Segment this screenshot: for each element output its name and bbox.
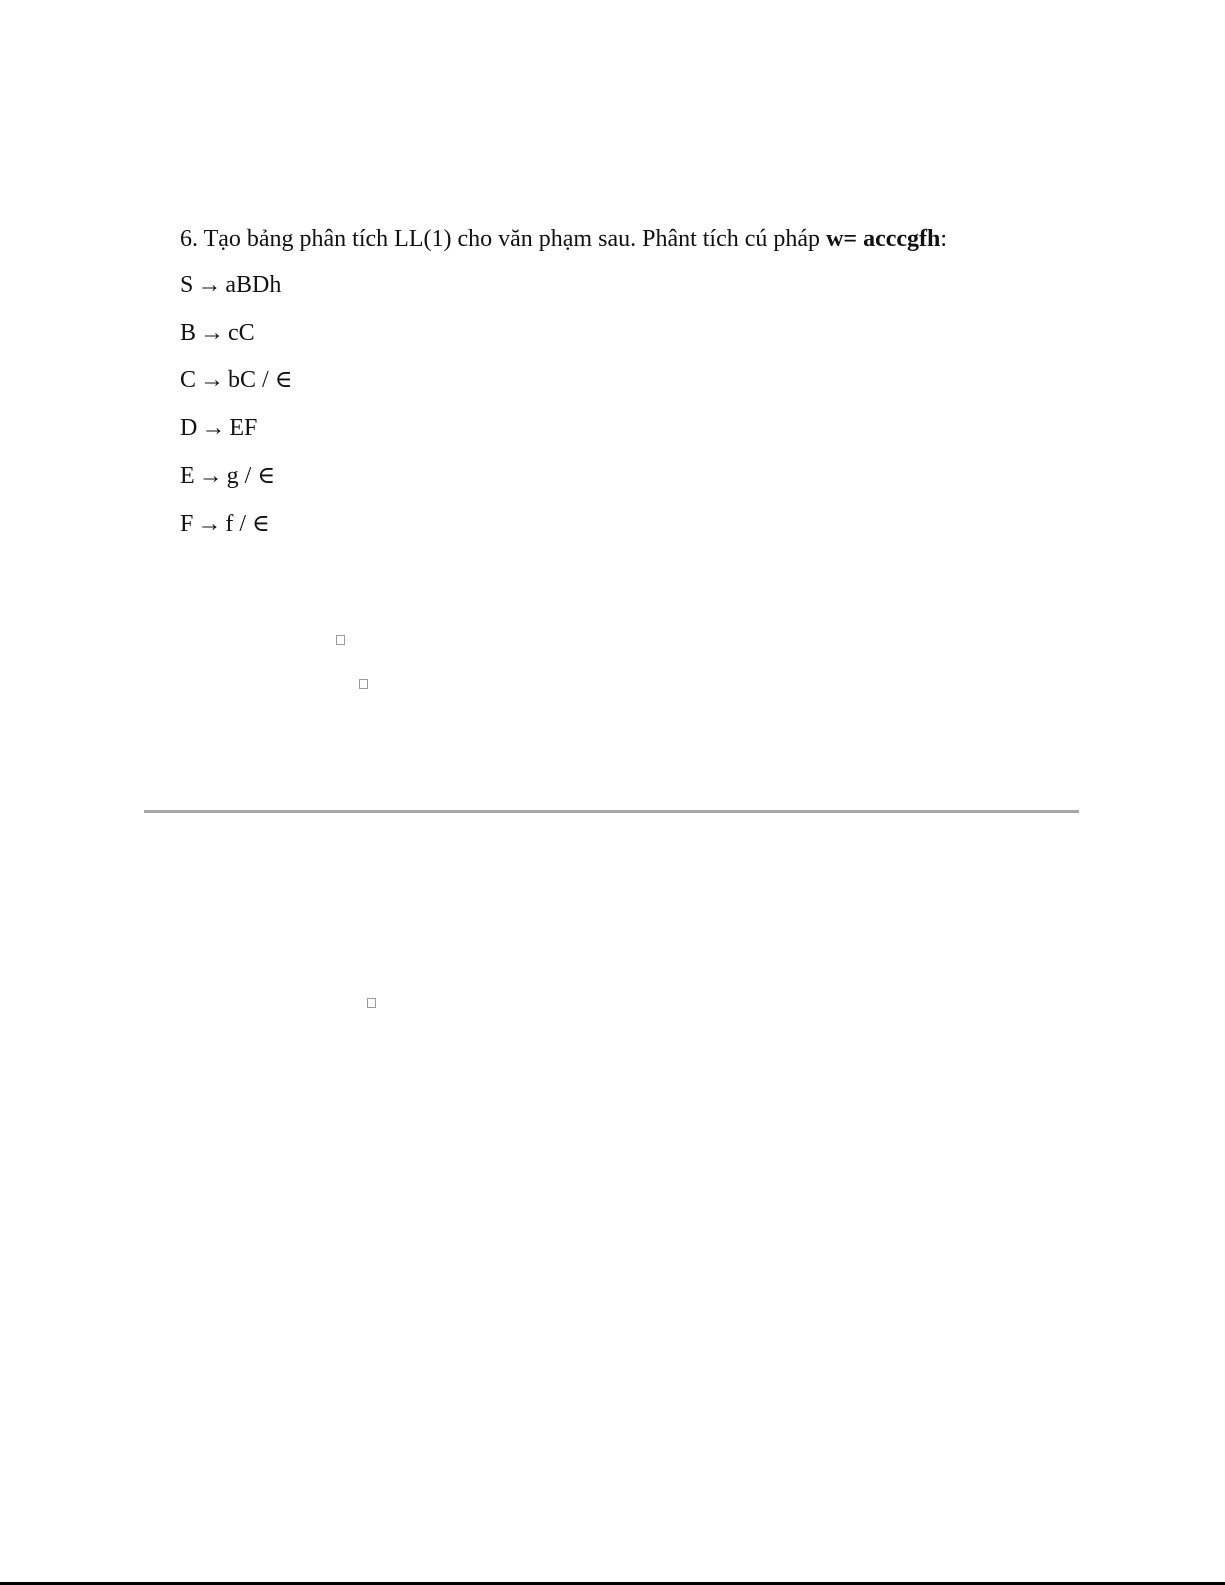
missing-glyph-box-icon xyxy=(336,635,345,645)
rule-lhs: D xyxy=(180,415,198,441)
missing-glyph-box-icon xyxy=(359,679,368,689)
rule-rhs: g / ∈ xyxy=(226,463,276,489)
rule-arrow: → xyxy=(198,463,223,489)
rule-arrow: → xyxy=(200,367,225,393)
rule-rhs: f / ∈ xyxy=(225,511,270,537)
rule-arrow: → xyxy=(201,415,226,441)
rule-arrow: → xyxy=(197,272,222,298)
question-prefix: 6. Tạo bảng phân tích LL(1) cho văn phạm sau. Phânt tích cú pháp xyxy=(180,226,827,252)
grammar-rule xyxy=(180,507,270,541)
rule-lhs: F xyxy=(180,511,194,537)
rule-lhs: S xyxy=(180,272,194,298)
rule-lhs: C xyxy=(180,367,197,393)
grammar-rule xyxy=(180,411,257,445)
rule-arrow: → xyxy=(200,320,225,346)
rule-rhs: EF xyxy=(229,415,258,441)
question-target-word: w= acccgfh xyxy=(826,226,941,252)
grammar-rule xyxy=(180,363,292,397)
rule-lhs: E xyxy=(180,463,195,489)
section-divider xyxy=(144,810,1079,813)
grammar-rule xyxy=(180,316,255,350)
rule-rhs: aBDh xyxy=(225,272,282,298)
grammar-rule xyxy=(180,268,281,302)
rule-rhs: cC xyxy=(228,320,255,346)
grammar-rule xyxy=(180,459,275,493)
rule-rhs: bC / ∈ xyxy=(228,367,293,393)
rule-lhs: B xyxy=(180,320,197,346)
rule-arrow: → xyxy=(197,511,222,537)
question-text xyxy=(180,222,947,256)
missing-glyph-box-icon xyxy=(367,998,376,1008)
question-suffix: : xyxy=(940,226,948,252)
